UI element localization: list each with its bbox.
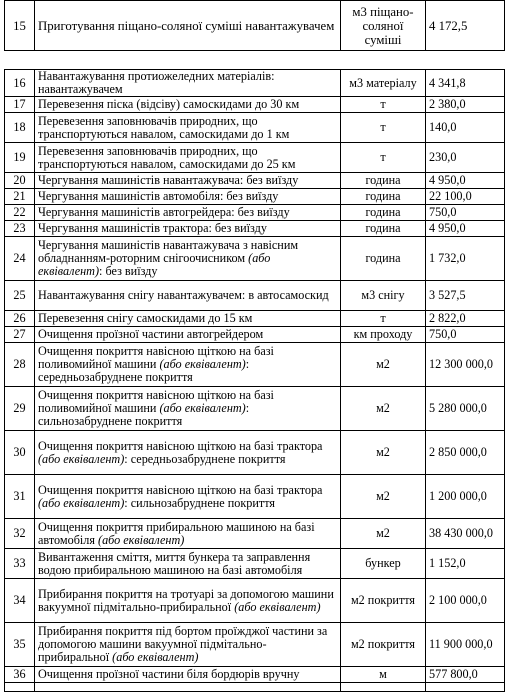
row-unit: м2 [341,387,426,431]
row-quantity: 4 341,8 [426,70,505,97]
row-name: Очищення проїзної частини автогрейдером [35,327,341,343]
row-name-equivalent: (або еквівалент) [38,251,271,278]
row-name [35,431,341,475]
table-top [4,0,505,51]
row-number: 28 [5,343,35,387]
row-unit: м2 покриття [341,623,426,667]
row-name-suffix: : сильнозабруднене покриття [124,495,275,510]
table-row [5,221,505,237]
row-name: Перевезення снігу самоскидами до 15 км [35,311,341,327]
row-name: Чергування машиністів автогрейдера: без виїзду [35,205,341,221]
row-quantity: 1 732,0 [426,237,505,281]
row-unit: м3 матеріалу [341,70,426,97]
row-number: 27 [5,327,35,343]
row-name: Перевезення заповнювачів природних, що транспортуються навалом, самоскидами до 25 км [35,143,341,173]
row-quantity: 1 200 000,0 [426,475,505,519]
row-name: Перевезення піска (відсіву) самоскидами до 30 км [35,97,341,113]
row-number: 33 [5,549,35,579]
table-row [5,519,505,549]
row-number: 35 [5,623,35,667]
row-unit: т [341,143,426,173]
row-name [35,343,341,387]
table-row [5,143,505,173]
row-unit: м2 [341,475,426,519]
row-number: 29 [5,387,35,431]
table-cell-partial [35,683,341,692]
row-name: Приготування піщано-соляної суміші навантажувачем [35,1,341,51]
table-row [5,623,505,667]
row-name-text: Очищення покриття прибиральною машиною на базі автомобіля [38,519,315,547]
row-name-text: Прибирання покриття на тротуарі за допомогою машини вакуумної підмітально-прибиральної [38,586,334,614]
row-quantity: 5 280 000,0 [426,387,505,431]
row-name-equivalent: (або еквівалент) [159,357,246,371]
row-quantity: 4 950,0 [426,173,505,189]
table-row [5,311,505,327]
row-unit: м [341,667,426,683]
row-quantity: 2 100 000,0 [426,579,505,623]
row-quantity: 4 950,0 [426,221,505,237]
row-number: 30 [5,431,35,475]
row-quantity: 11 900 000,0 [426,623,505,667]
row-unit: м2 [341,519,426,549]
row-name-equivalent: (або еквівалент) [159,401,246,415]
row-unit: година [341,173,426,189]
row-number: 15 [5,1,35,51]
table-row [5,173,505,189]
row-name: Чергування машиністів навантажувача: без виїзду [35,173,341,189]
table-row [5,1,505,51]
row-unit: бункер [341,549,426,579]
row-name-equivalent: (або еквівалент) [38,495,125,510]
row-name [35,475,341,519]
row-quantity: 1 152,0 [426,549,505,579]
table-main [4,69,505,692]
row-name [35,387,341,431]
row-name: Чергування машиністів трактора: без виїзду [35,221,341,237]
table-row [5,475,505,519]
table-row [5,70,505,97]
row-quantity: 38 430 000,0 [426,519,505,549]
row-name-suffix: : сильнозабруднене покриття [38,401,250,428]
row-number: 17 [5,97,35,113]
row-number: 18 [5,113,35,143]
table-row [5,189,505,205]
table-row [5,667,505,683]
table-row [5,343,505,387]
row-name: Навантажування протиожеледних матеріалів: навантажувачем [35,70,341,97]
table-row [5,579,505,623]
table-row-partial [5,683,505,692]
row-name-equivalent: (або еквівалент) [234,599,321,614]
row-name: Очищення проїзної частини біля бордюрів вручну [35,667,341,683]
row-name-text: Очищення покриття навісною щіткою на базі поливомийної машини [38,344,274,371]
table-row [5,205,505,221]
row-unit: т [341,311,426,327]
row-number: 16 [5,70,35,97]
row-quantity: 140,0 [426,113,505,143]
row-name: Вивантаження сміття, миття бункера та заправлення водою прибиральною машиною на базі автомобіля [35,549,341,579]
row-quantity: 230,0 [426,143,505,173]
row-number: 25 [5,281,35,311]
row-quantity: 12 300 000,0 [426,343,505,387]
row-unit: година [341,237,426,281]
row-name-text: Очищення покриття навісною щіткою на базі трактора [38,438,323,453]
table-row [5,113,505,143]
row-unit: м2 [341,431,426,475]
table-row [5,387,505,431]
row-name: Перевезення заповнювачів природних, що транспортуються навалом, самоскидами до 1 км [35,113,341,143]
row-unit: м3 снігу [341,281,426,311]
row-number: 21 [5,189,35,205]
row-name-text: Очищення покриття навісною щіткою на базі трактора [38,482,323,497]
row-number: 31 [5,475,35,519]
row-name-equivalent: (або еквівалент) [38,451,125,466]
row-name [35,623,341,667]
row-quantity: 2 822,0 [426,311,505,327]
row-quantity: 577 800,0 [426,667,505,683]
row-unit: година [341,189,426,205]
row-name-equivalent: (або еквівалент) [98,532,185,547]
row-unit: м3 піщано-соляної суміші [341,1,426,51]
row-number: 26 [5,311,35,327]
table-row [5,237,505,281]
row-quantity: 4 172,5 [426,1,505,51]
row-name-text: Очищення покриття навісною щіткою на базі поливомийної машини [38,388,274,415]
row-name-suffix: : без виїзду [99,264,158,278]
row-number: 22 [5,205,35,221]
row-name: Навантажування снігу навантажувачем: в автосамоскид [35,281,341,311]
row-name [35,579,341,623]
row-number: 23 [5,221,35,237]
row-unit: км проходу [341,327,426,343]
row-name [35,519,341,549]
table-row [5,549,505,579]
table-row [5,281,505,311]
row-number: 36 [5,667,35,683]
row-name-text: Прибирання покриття під бортом проїжджої частини за допомогою машини вакуумної підмітально-прибиральної [38,624,328,664]
row-quantity: 3 527,5 [426,281,505,311]
row-name: Чергування машиністів автомобіля: без виїзду [35,189,341,205]
row-unit: м2 покриття [341,579,426,623]
row-quantity: 750,0 [426,205,505,221]
row-quantity: 2 380,0 [426,97,505,113]
row-unit: година [341,205,426,221]
row-unit: година [341,221,426,237]
row-number: 34 [5,579,35,623]
row-name [35,237,341,281]
table-cell-partial [341,683,426,692]
table-row [5,97,505,113]
row-unit: т [341,113,426,143]
row-name-text: Чергування машиністів навантажувача з навісним обладнанням-роторним снігоочисником [38,238,299,265]
row-unit: м2 [341,343,426,387]
table-cell-partial [426,683,505,692]
table-cell-partial [5,683,35,692]
table-row [5,431,505,475]
row-name-equivalent: (або еквівалент) [112,650,199,664]
row-name-suffix: : середньозабруднене покриття [124,451,286,466]
row-quantity: 2 850 000,0 [426,431,505,475]
row-name-suffix: : середньозабруднене покриття [38,357,250,384]
row-number: 20 [5,173,35,189]
row-quantity: 750,0 [426,327,505,343]
row-number: 32 [5,519,35,549]
table-row [5,327,505,343]
row-number: 24 [5,237,35,281]
row-number: 19 [5,143,35,173]
row-unit: т [341,97,426,113]
row-quantity: 22 100,0 [426,189,505,205]
